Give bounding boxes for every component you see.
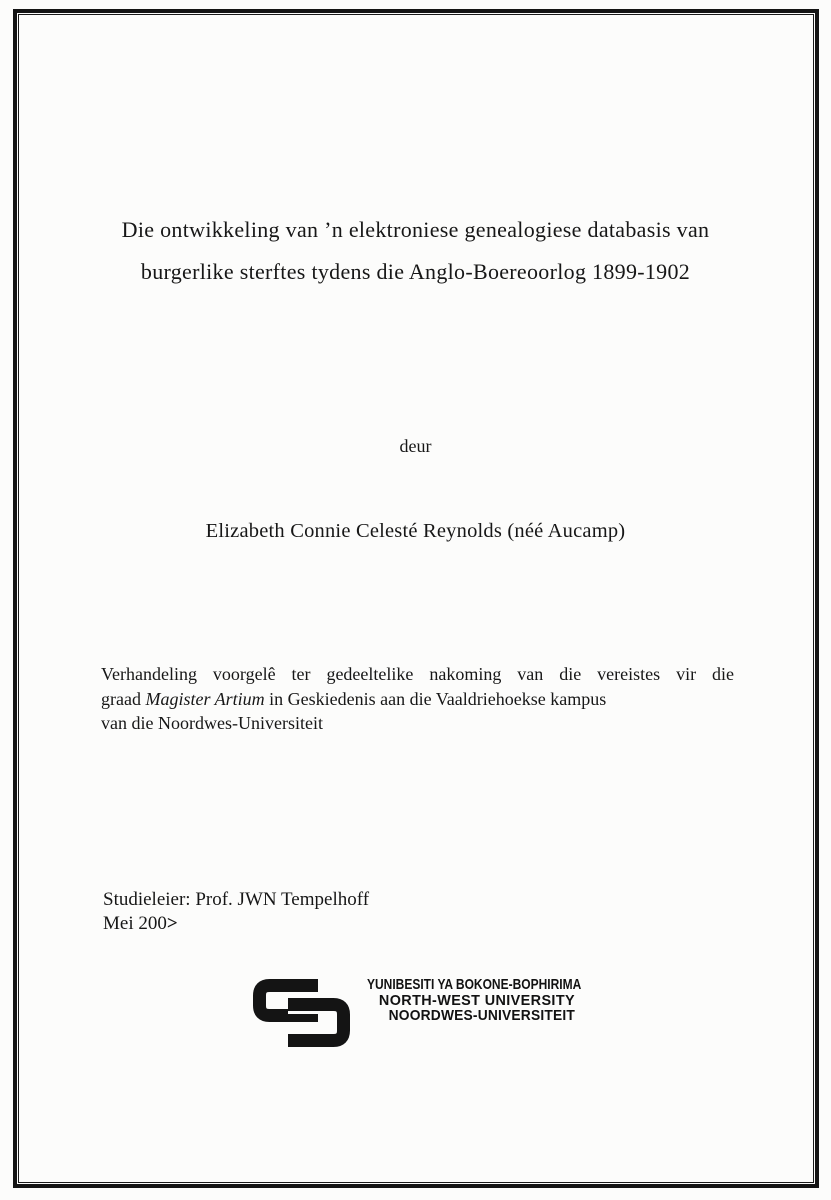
degree-statement [101,662,734,736]
thesis-title-line2: burgerlike sterftes tydens die Anglo-Boereoorlog 1899-1902 [140,259,691,284]
logo-text-setswana: YUNIBESITI YA BOKONE-BOPHIRIMA [367,976,582,993]
supervisor-line: Studieleier: Prof. JWN Tempelhoff [103,889,370,910]
logo-text-english: NORTH-WEST UNIVERSITY [378,991,575,1009]
byline-label: deur [399,436,432,456]
date-line [103,912,369,936]
university-logo-text [315,976,582,1024]
degree-statement-line2-suffix: in Geskiedenis aan die Vaaldriehoekse kampus [264,688,607,709]
university-logo [253,976,583,1056]
degree-statement-line2 [101,687,734,712]
degree-statement-line1: Verhandeling voorgelê ter gedeeltelike nakoming van die vereistes vir die [101,664,734,684]
thesis-title-line1: Die ontwikkeling van ’n elektroniese genealogiese databasis van [121,217,710,242]
author-name: Elizabeth Connie Celesté Reynolds (néé Aucamp) [205,520,626,542]
degree-statement-line2-prefix: graad [101,688,146,709]
supervisor-block [103,888,369,935]
logo-text-afrikaans: NOORDWES-UNIVERSITEIT [388,1007,575,1024]
degree-name-italic: Magister Artium [145,688,265,709]
thesis-title [55,209,776,293]
degree-statement-line3: van die Noordwes-Universiteit [101,713,323,733]
date-year-glyph: > [166,912,178,934]
date-text: Mei 200 [103,912,167,934]
